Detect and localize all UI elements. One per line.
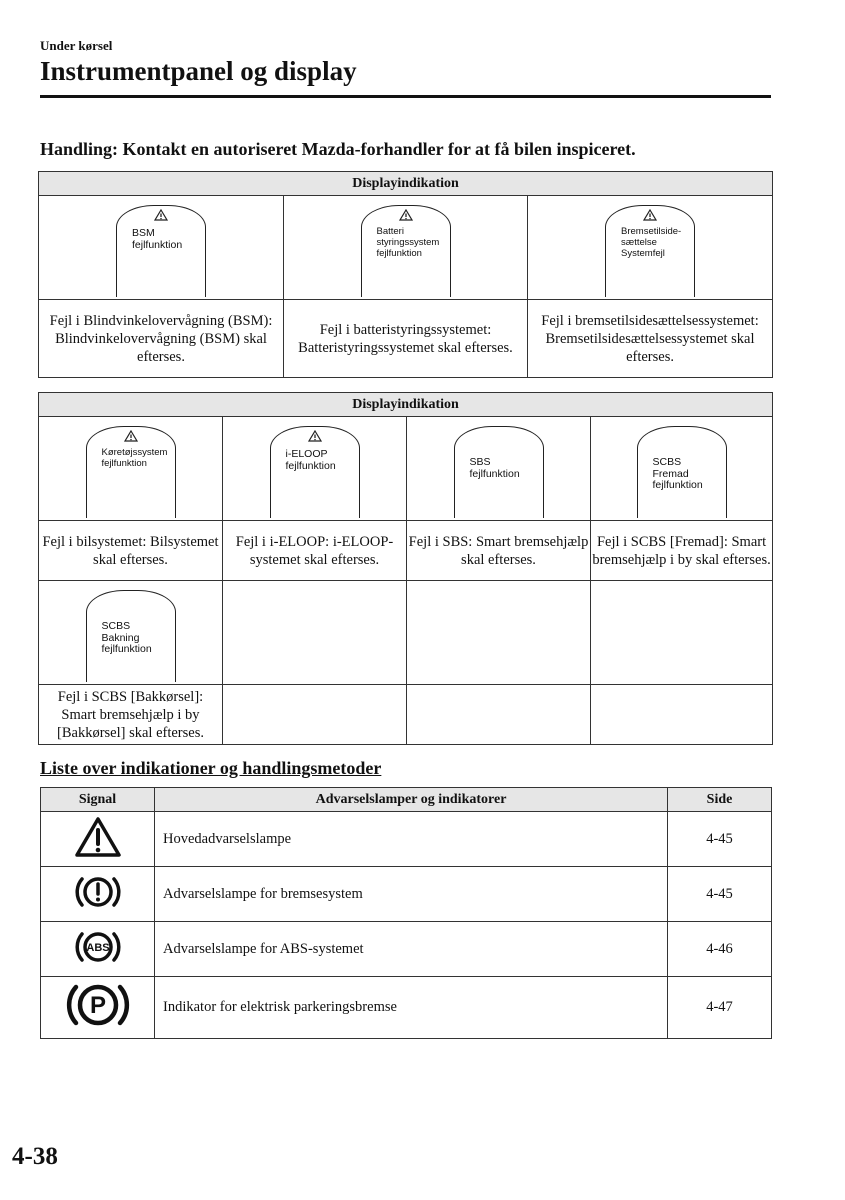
description-cell: Fejl i bremsetilsidesættelsessystemet: Bremsetilsidesættelsessystemet skal efterses. bbox=[528, 300, 773, 378]
table-row bbox=[41, 922, 772, 977]
lamp-name: Advarselslampe for bremsesystem bbox=[155, 867, 668, 922]
warning-triangle-icon bbox=[154, 209, 168, 221]
lamp-name: Hovedadvarselslampe bbox=[155, 812, 668, 867]
page-number: 4-38 bbox=[12, 1143, 58, 1170]
display-warning-message bbox=[605, 205, 695, 297]
empty-cell bbox=[591, 581, 773, 685]
signal-cell bbox=[41, 867, 155, 922]
column-header-page: Side bbox=[668, 788, 772, 812]
warning-triangle-icon bbox=[124, 430, 138, 442]
brake-warning-icon bbox=[71, 870, 125, 914]
list-heading: Liste over indikationer og handlingsmetoder bbox=[40, 758, 382, 778]
display-warning-message bbox=[116, 205, 206, 297]
empty-cell bbox=[223, 685, 407, 745]
signal-cell bbox=[41, 977, 155, 1039]
empty-cell bbox=[407, 685, 591, 745]
svg-text:ABS: ABS bbox=[85, 941, 110, 954]
title-divider bbox=[40, 95, 771, 98]
display-icon-cell bbox=[223, 417, 407, 521]
svg-text:P: P bbox=[89, 992, 106, 1019]
page-ref: 4-47 bbox=[668, 977, 772, 1039]
display-icon-cell bbox=[528, 196, 773, 300]
section-label: Under kørsel bbox=[40, 38, 113, 53]
display-message-text: Bremsetilside- sættelse Systemfejl bbox=[621, 226, 682, 259]
display-icon-cell bbox=[39, 417, 223, 521]
signal-cell bbox=[41, 922, 155, 977]
page-ref: 4-45 bbox=[668, 812, 772, 867]
column-header-lamps: Advarselslamper og indikatorer bbox=[155, 788, 668, 812]
warning-triangle-icon bbox=[73, 815, 123, 859]
display-indication-table-2 bbox=[38, 392, 773, 745]
description-cell: Fejl i SCBS [Fremad]: Smart bremsehjælp i by skal efterses. bbox=[591, 521, 773, 581]
display-warning-message bbox=[86, 590, 176, 682]
table-row bbox=[41, 977, 772, 1039]
warning-triangle-icon bbox=[308, 430, 322, 442]
display-icon-cell bbox=[284, 196, 528, 300]
page-ref: 4-46 bbox=[668, 922, 772, 977]
abs-warning-icon bbox=[71, 925, 125, 969]
table-header: Displayindikation bbox=[39, 393, 773, 417]
display-message-text: Batteri styringssystem fejlfunktion bbox=[376, 226, 440, 259]
action-instruction: Handling: Kontakt en autoriseret Mazda-forhandler for at få bilen inspiceret. bbox=[40, 139, 636, 159]
empty-cell bbox=[591, 685, 773, 745]
display-indication-table-1 bbox=[38, 171, 773, 378]
lamp-name: Advarselslampe for ABS-systemet bbox=[155, 922, 668, 977]
description-cell: Fejl i batteristyringssystemet: Batteristyringssystemet skal efterses. bbox=[284, 300, 528, 378]
display-icon-cell bbox=[407, 417, 591, 521]
empty-cell bbox=[407, 581, 591, 685]
display-icon-cell bbox=[39, 196, 284, 300]
parking-brake-icon bbox=[61, 977, 135, 1033]
table-row bbox=[41, 867, 772, 922]
table-row bbox=[41, 812, 772, 867]
description-cell: Fejl i i-ELOOP: i-ELOOP-systemet skal efterses. bbox=[223, 521, 407, 581]
display-icon-cell bbox=[39, 581, 223, 685]
page-title: Instrumentpanel og display bbox=[40, 56, 357, 86]
display-message-text: BSM fejlfunktion bbox=[132, 227, 183, 251]
display-warning-message bbox=[637, 426, 727, 518]
display-message-text: SCBS Bakning fejlfunktion bbox=[101, 620, 152, 655]
display-icon-cell bbox=[591, 417, 773, 521]
display-message-text: SCBS Fremad fejlfunktion bbox=[652, 456, 703, 491]
description-cell: Fejl i bilsystemet: Bilsystemet skal efterses. bbox=[39, 521, 223, 581]
lamp-name: Indikator for elektrisk parkeringsbremse bbox=[155, 977, 668, 1039]
description-cell: Fejl i SCBS [Bakkørsel]: Smart bremsehjælp i by [Bakkørsel] skal efterses. bbox=[39, 685, 223, 745]
display-message-text: Køretøjssystem fejlfunktion bbox=[101, 447, 168, 469]
display-message-text: SBS fejlfunktion bbox=[469, 456, 520, 480]
display-warning-message bbox=[361, 205, 451, 297]
display-message-text: i-ELOOP fejlfunktion bbox=[285, 448, 336, 472]
signal-cell bbox=[41, 812, 155, 867]
display-warning-message bbox=[86, 426, 176, 518]
indicator-list-table bbox=[40, 787, 772, 1039]
empty-cell bbox=[223, 581, 407, 685]
table-header: Displayindikation bbox=[39, 172, 773, 196]
description-cell: Fejl i SBS: Smart bremsehjælp skal efterses. bbox=[407, 521, 591, 581]
display-warning-message bbox=[270, 426, 360, 518]
warning-triangle-icon bbox=[643, 209, 657, 221]
column-header-signal: Signal bbox=[41, 788, 155, 812]
page-ref: 4-45 bbox=[668, 867, 772, 922]
display-warning-message bbox=[454, 426, 544, 518]
description-cell: Fejl i Blindvinkelovervågning (BSM): Blindvinkelovervågning (BSM) skal efterses. bbox=[39, 300, 284, 378]
warning-triangle-icon bbox=[399, 209, 413, 221]
